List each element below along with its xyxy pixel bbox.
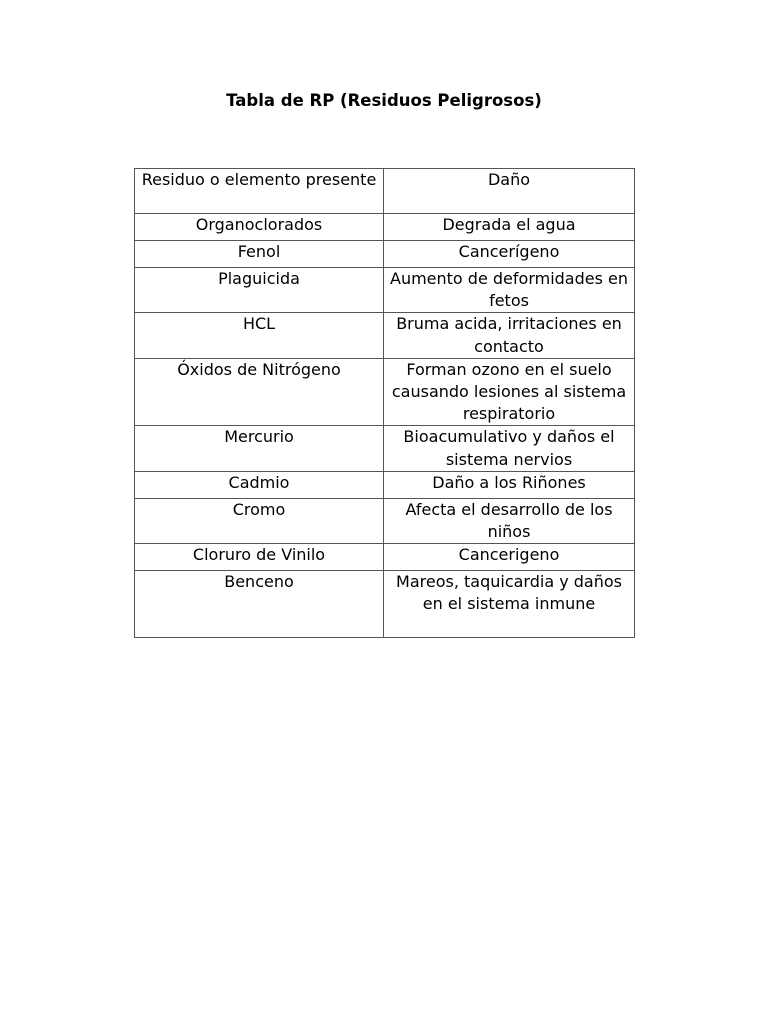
table-row: [135, 571, 635, 638]
cell-dano: Mareos, taquicardia y daños en el sistema inmune: [384, 571, 635, 638]
cell-dano: Bioacumulativo y daños el sistema nervios: [384, 426, 635, 471]
cell-dano: Forman ozono en el suelo causando lesiones al sistema respiratorio: [384, 358, 635, 426]
table-row: [135, 241, 635, 268]
cell-residuo: HCL: [135, 313, 384, 358]
cell-residuo: Organoclorados: [135, 214, 384, 241]
table-row: [135, 214, 635, 241]
cell-dano: Daño a los Riñones: [384, 471, 635, 498]
cell-dano: Afecta el desarrollo de los niños: [384, 498, 635, 543]
cell-residuo: Benceno: [135, 571, 384, 638]
table-row: [135, 313, 635, 358]
cell-residuo: Fenol: [135, 241, 384, 268]
cell-residuo: Cadmio: [135, 471, 384, 498]
cell-residuo: Plaguicida: [135, 268, 384, 313]
cell-residuo: Óxidos de Nitrógeno: [135, 358, 384, 426]
cell-dano: Aumento de deformidades en fetos: [384, 268, 635, 313]
cell-residuo: Cromo: [135, 498, 384, 543]
document-title: Tabla de RP (Residuos Peligrosos): [226, 91, 542, 110]
hazardous-waste-table: [134, 168, 635, 638]
cell-dano: Cancerígeno: [384, 241, 635, 268]
cell-dano: Cancerigeno: [384, 544, 635, 571]
table-row: [135, 498, 635, 543]
table-row: [135, 358, 635, 426]
cell-dano: Degrada el agua: [384, 214, 635, 241]
table-row: [135, 426, 635, 471]
table-row: [135, 544, 635, 571]
header-dano: Daño: [384, 169, 635, 214]
table-header-row: [135, 169, 635, 214]
table-row: [135, 471, 635, 498]
table-row: [135, 268, 635, 313]
cell-residuo: Cloruro de Vinilo: [135, 544, 384, 571]
cell-residuo: Mercurio: [135, 426, 384, 471]
cell-dano: Bruma acida, irritaciones en contacto: [384, 313, 635, 358]
header-residuo: Residuo o elemento presente: [135, 169, 384, 214]
